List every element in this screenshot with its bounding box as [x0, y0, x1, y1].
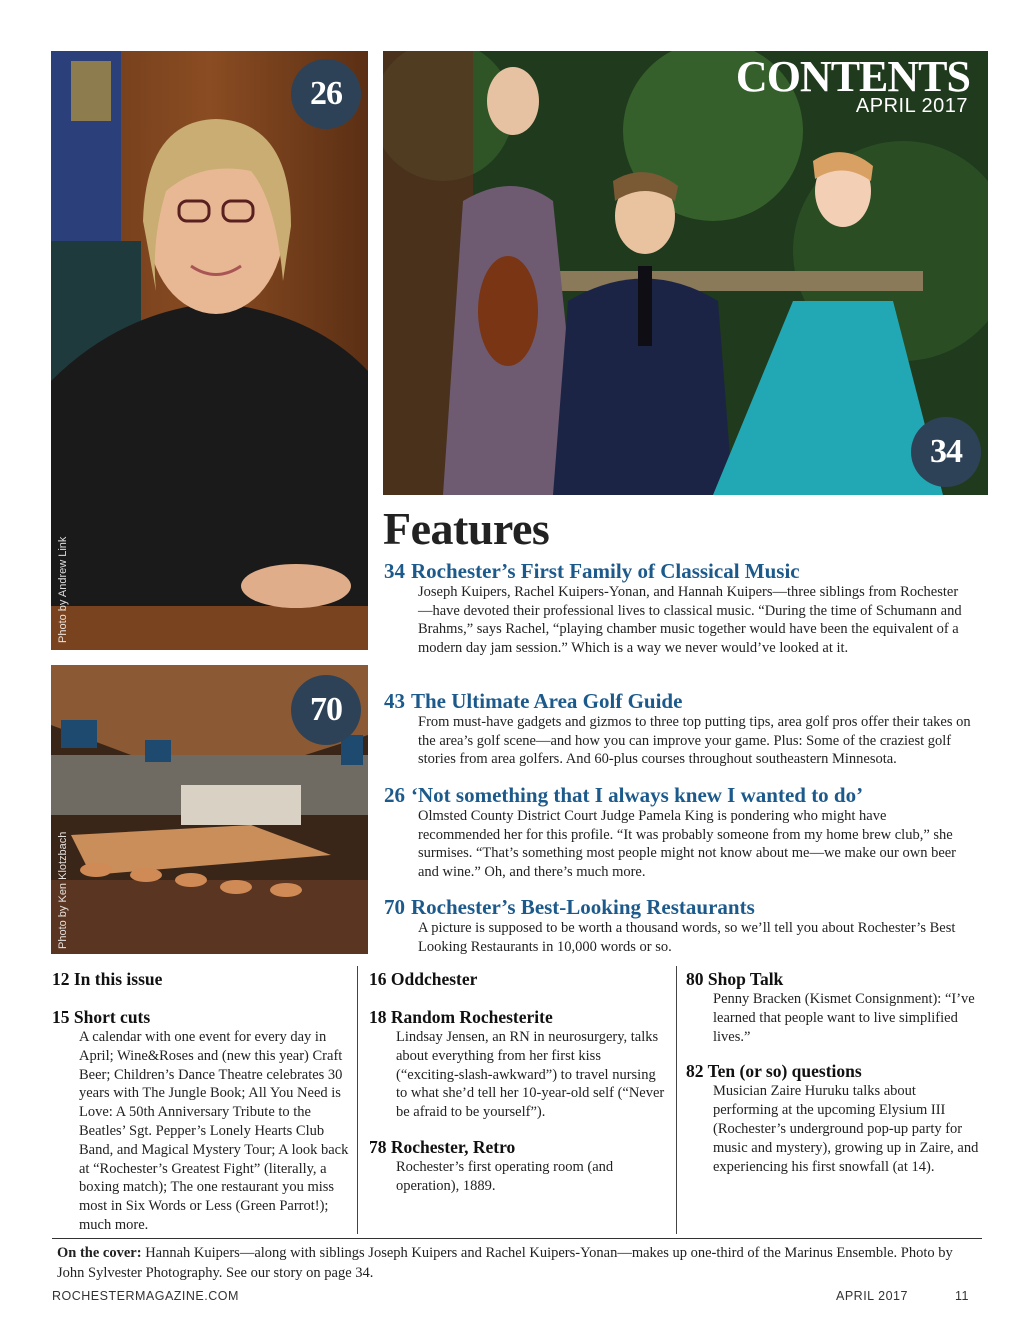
feature-description: Olmsted County District Court Judge Pamela King is pondering who might have recommended her for this profile. “It was probably someone from my home brew club,” she surmises. “That’s something most people might not know about me—we make our own beer and wine.” Oh, and there’s much more.	[418, 808, 957, 880]
page-badge: 26	[291, 59, 361, 129]
department-item[interactable]	[52, 1006, 352, 1235]
feature-page: 34	[384, 559, 405, 583]
footer-website[interactable]: ROCHESTERMAGAZINE.COM	[52, 1289, 239, 1303]
department-item[interactable]	[686, 968, 982, 1046]
feature-title-text: Rochester’s First Family of Classical Music	[411, 559, 800, 583]
cover-note-rule	[52, 1238, 982, 1239]
department-item[interactable]	[369, 1136, 667, 1196]
feature-title[interactable]	[384, 559, 984, 583]
department-title[interactable]: 18 Random Rochesterite	[369, 1007, 553, 1027]
feature-title-text: ‘Not something that I always knew I wanted to do’	[411, 783, 864, 807]
department-item[interactable]	[369, 968, 667, 990]
cover-note-label: On the cover:	[57, 1245, 142, 1261]
feature-item[interactable]	[384, 895, 984, 956]
department-title[interactable]: 16 Oddchester	[369, 969, 478, 989]
feature-description: Joseph Kuipers, Rachel Kuipers-Yonan, and Hannah Kuipers—three siblings from Rochester—have devoted their professional lives to classical music. “During the time of Schumann and Brahms,” says Rachel, “playing chamber music together would have been the equivalent of a modern day jam session.” Which is a way we never would’ve looked at it.	[418, 584, 962, 656]
feature-item[interactable]	[384, 559, 984, 657]
feature-description: From must-have gadgets and gizmos to three top putting tips, area golf pros offer their takes on the area’s golf scene—and how you can improve your game. Plus: Some of the craziest golf stories from area golfers. And 60-plus courses throughout southeastern Minnesota.	[418, 714, 971, 768]
judge-photo	[51, 51, 368, 650]
photo-credit: Photo by Ken Klotzbach	[57, 831, 69, 949]
photo-credit: Photo by Andrew Link	[57, 536, 69, 643]
department-title[interactable]: 80 Shop Talk	[686, 969, 784, 989]
department-description: Rochester’s first operating room (and operation), 1889.	[396, 1158, 614, 1194]
feature-title-text: The Ultimate Area Golf Guide	[411, 689, 683, 713]
department-title[interactable]: 15 Short cuts	[52, 1007, 151, 1027]
department-item[interactable]	[686, 1060, 982, 1176]
feature-description: A picture is supposed to be worth a thousand words, so we’ll tell you about Rochester’s Best Looking Restaurants in 10,000 words or so.	[418, 920, 956, 955]
column-departments-3	[686, 968, 982, 1176]
feature-page: 70	[384, 895, 405, 919]
feature-title[interactable]	[384, 689, 984, 713]
department-description: A calendar with one event for every day in April; Wine&Roses and (new this year) Craft Beer; Children’s Dance Theatre celebrates 30 years with The Jungle Book; All You Need is Love: A 50th Anniversary Tribute to the Beatles’ Sgt. Pepper’s Lonely Hearts Club Band, and Magical Mystery Tour; A look back at “Rochester’s Greatest Fight” (literally, a boxing match); The one restaurant you miss most in Six Words or Less (Green Parrot!); much more.	[79, 1029, 349, 1233]
musicians-photo	[383, 51, 988, 495]
feature-page: 43	[384, 689, 405, 713]
feature-title[interactable]	[384, 783, 984, 807]
department-description: Musician Zaire Huruku talks about performing at the upcoming Elysium III (Rochester’s underground pop-up party for music and mystery), growing up in Zaire, and experiencing his first snowfall (at 14).	[713, 1083, 979, 1175]
column-departments-2	[369, 968, 667, 1196]
cover-note	[57, 1243, 977, 1283]
column-divider	[357, 966, 358, 1234]
department-description: Penny Bracken (Kismet Consignment): “I’ve learned that people want to live simplified lives.”	[713, 991, 975, 1045]
feature-item[interactable]	[384, 689, 984, 769]
page-badge: 34	[911, 417, 981, 487]
department-description: Lindsay Jensen, an RN in neurosurgery, talks about everything from her first kiss (“exciting-slash-awkward”) to travel nursing to what she’d tell her 10-year-old self (“Never be afraid to be yourself”).	[396, 1029, 665, 1121]
department-title[interactable]: 12 In this issue	[52, 969, 163, 989]
feature-page: 26	[384, 783, 405, 807]
page-badge: 70	[291, 675, 361, 745]
feature-title-text: Rochester’s Best-Looking Restaurants	[411, 895, 755, 919]
features-heading: Features	[383, 503, 550, 554]
cover-note-text: Hannah Kuipers—along with siblings Joseph Kuipers and Rachel Kuipers-Yonan—makes up one-third of the Marinus Ensemble. Photo by John Sylvester Photography. See our story on page 34.	[57, 1245, 953, 1281]
restaurant-photo	[51, 665, 368, 954]
department-item[interactable]	[52, 968, 352, 990]
feature-title[interactable]	[384, 895, 984, 919]
footer-date: APRIL 2017	[836, 1289, 908, 1303]
issue-date: APRIL 2017	[855, 95, 968, 117]
department-title[interactable]: 78 Rochester, Retro	[369, 1136, 516, 1157]
column-divider	[676, 966, 677, 1234]
contents-title: CONTENTS	[735, 52, 970, 101]
department-title[interactable]: 82 Ten (or so) questions	[686, 1061, 862, 1082]
department-item[interactable]	[369, 1006, 667, 1122]
column-departments-1	[52, 968, 352, 1235]
feature-item[interactable]	[384, 783, 984, 881]
footer-page-number: 11	[955, 1289, 969, 1303]
